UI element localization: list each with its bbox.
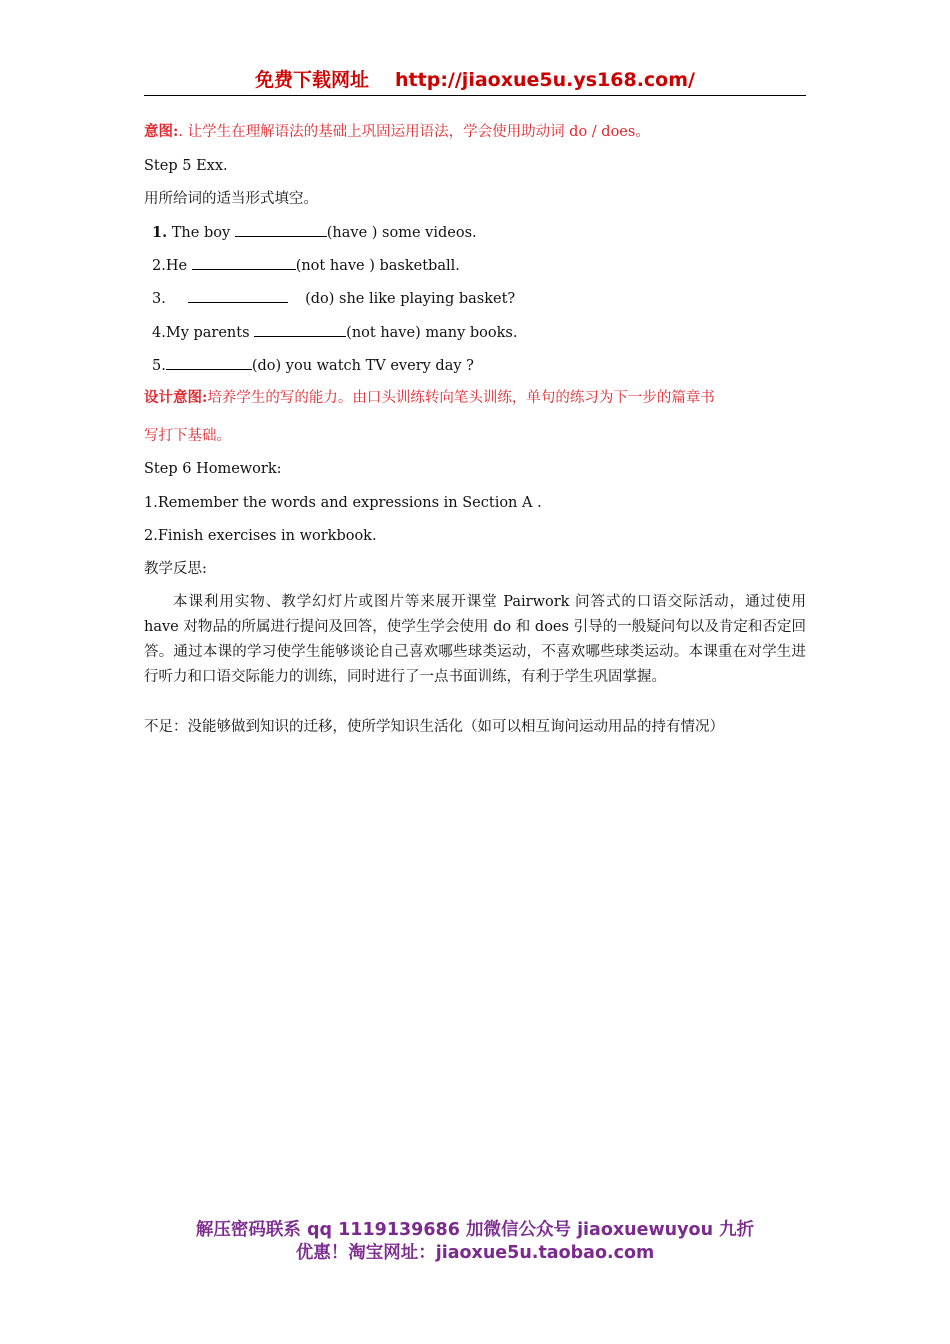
exercise-number: 4.	[152, 325, 166, 341]
page-header	[144, 66, 806, 94]
header-label: 免费下载网址	[255, 69, 370, 91]
step5-title: Step 5 Exx.	[144, 158, 228, 174]
exercise-3	[152, 288, 515, 309]
footer-line-2: 优惠！淘宝网址：jiaoxue5u.taobao.com	[295, 1243, 655, 1263]
design-intent	[144, 388, 715, 408]
reflection-title: 教学反思:	[144, 561, 207, 577]
design-intent-label: 设计意图:	[144, 389, 208, 406]
homework-item: 1.Remember the words and expressions in Section A .	[144, 495, 542, 511]
exercise-1	[152, 222, 477, 243]
header-divider	[144, 95, 806, 96]
exercise-text: (have ) some videos.	[326, 225, 477, 241]
intent-line	[144, 122, 650, 142]
exercise-text: (do) she like playing basket?	[305, 291, 516, 307]
footer-line-1: 解压密码联系 qq 1119139686 加微信公众号 jiaoxuewuyou 九折	[195, 1220, 755, 1240]
answer-blank[interactable]	[166, 355, 252, 370]
reflection-shortcoming: 不足：没能够做到知识的迁移，使所学知识生活化（如可以相互询问运动用品的持有情况）	[144, 719, 724, 735]
step6-title: Step 6 Homework:	[144, 461, 282, 477]
exercise-number: 3.	[152, 291, 166, 307]
exercise-2	[152, 255, 460, 276]
answer-blank[interactable]	[235, 222, 327, 237]
answer-blank[interactable]	[192, 255, 296, 270]
exercise-5	[152, 355, 474, 376]
exercise-number: 1.	[152, 224, 168, 241]
exercise-number: 5.	[152, 358, 166, 374]
exercise-4	[152, 322, 517, 343]
exercise-text: (not have) many books.	[346, 325, 518, 341]
design-intent-continued: 写打下基础。	[144, 428, 231, 444]
exercise-text: He	[165, 258, 188, 274]
step5-instruction: 用所给词的适当形式填空。	[144, 191, 318, 207]
design-intent-text: 培养学生的写的能力。由口头训练转向笔头训练，单句的练习为下一步的篇章书	[207, 390, 715, 406]
exercise-text: (do) you watch TV every day ?	[251, 358, 474, 374]
intent-label: 意图:	[144, 123, 179, 140]
reflection-body: 本课利用实物、教学幻灯片或图片等来展开课堂 Pairwork 问答式的口语交际活动，通过使用 have 对物品的所属进行提问及回答，使学生学会使用 do 和 does 引导的一般疑问句以及肯定和否定回答。通过本课的学习使学生能够谈论自己喜欢哪些球类运动，不喜欢哪些球类运动。本课重在对学生进行听力和口语交际能力的训练，同时进行了一点书面训练，有利于学生巩固掌握。	[144, 594, 806, 685]
exercise-number: 2.	[152, 258, 166, 274]
exercise-text: (not have ) basketball.	[295, 258, 460, 274]
intent-text: . 让学生在理解语法的基础上巩固运用语法，学会使用助动词 do / does。	[178, 124, 650, 140]
exercise-text: The boy	[171, 225, 231, 241]
header-url[interactable]: http://jiaoxue5u.ys168.com/	[395, 69, 695, 91]
answer-blank[interactable]	[188, 288, 288, 303]
answer-blank[interactable]	[254, 322, 346, 337]
homework-item: 2.Finish exercises in workbook.	[144, 528, 377, 544]
exercise-text: My parents	[165, 325, 250, 341]
